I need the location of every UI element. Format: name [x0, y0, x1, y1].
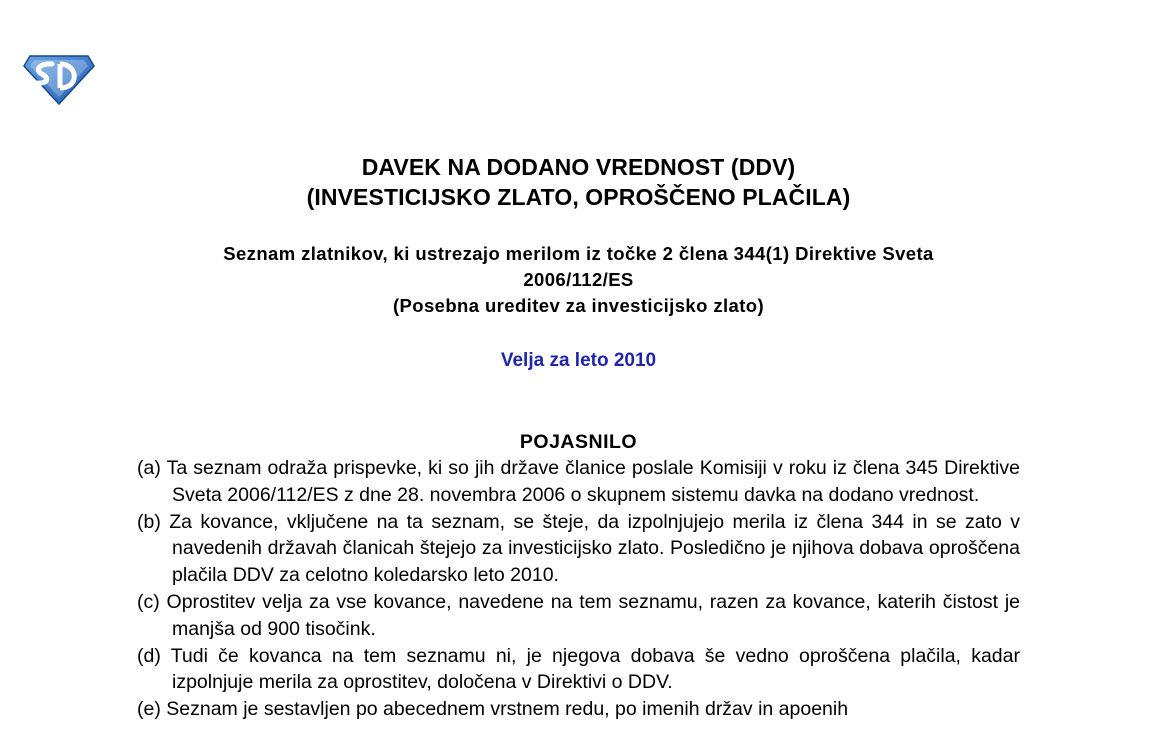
- item-text: Tudi če kovanca na tem seznamu ni, je njegova dobava še vedno oproščena plačila, kadar izpolnjuje merila za oprostitev, določena v Direktivi o DDV.: [170, 644, 1020, 694]
- item-text: Oprostitev velja za vse kovance, navedene na tem seznamu, razen za kovance, katerih čistost je manjša od 900 tisočink.: [166, 590, 1020, 640]
- validity-note: Velja za leto 2010: [500, 350, 657, 371]
- item-text: Seznam je sestavljen po abecednem vrstnem redu, po imenih držav in apoenih: [166, 698, 849, 721]
- item-text: Za kovance, vključene na ta seznam, se šteje, da izpolnjujejo merila iz člena 344 in se zato v navedenih državah članicah štejejo za investicijsko zlato. Posledično je njihova dobava oproščena plačila DDV za celotno koledarsko leto 2010.: [169, 510, 1021, 587]
- explanation-list: [137, 455, 1020, 723]
- item-text: Ta seznam odraža prispevke, ki so jih države članice poslale Komisiji v roku iz člena 345 Direktive Sveta 2006/112/ES z dne 28. novembra 2006 o skupnem sistemu davka na dodano vrednost.: [166, 457, 1020, 506]
- list-item-d: [137, 643, 1020, 697]
- document-title: [0, 152, 1157, 212]
- item-marker: (c): [137, 590, 160, 613]
- list-item-a: [137, 455, 1020, 509]
- subtitle-line-3: (Posebna ureditev za investicijsko zlato): [392, 295, 765, 316]
- item-marker: (b): [137, 510, 161, 533]
- title-line-2: (INVESTICIJSKO ZLATO, OPROŠČENO PLAČILA): [306, 184, 851, 210]
- sd-logo: [22, 50, 96, 106]
- list-item-e: [137, 696, 1020, 723]
- list-item-b: [137, 509, 1020, 589]
- subtitle-line-1: Seznam zlatnikov, ki ustrezajo merilom iz točke 2 člena 344(1) Direktive Sveta: [223, 243, 934, 264]
- section-heading: POJASNILO: [519, 431, 638, 453]
- list-item-c: [137, 589, 1020, 643]
- item-marker: (a): [137, 457, 161, 479]
- item-marker: (e): [137, 698, 161, 721]
- title-line-1: DAVEK NA DODANO VREDNOST (DDV): [361, 154, 796, 180]
- document-subtitle: [0, 241, 1157, 319]
- item-marker: (d): [137, 644, 161, 667]
- subtitle-line-2: 2006/112/ES: [523, 269, 634, 290]
